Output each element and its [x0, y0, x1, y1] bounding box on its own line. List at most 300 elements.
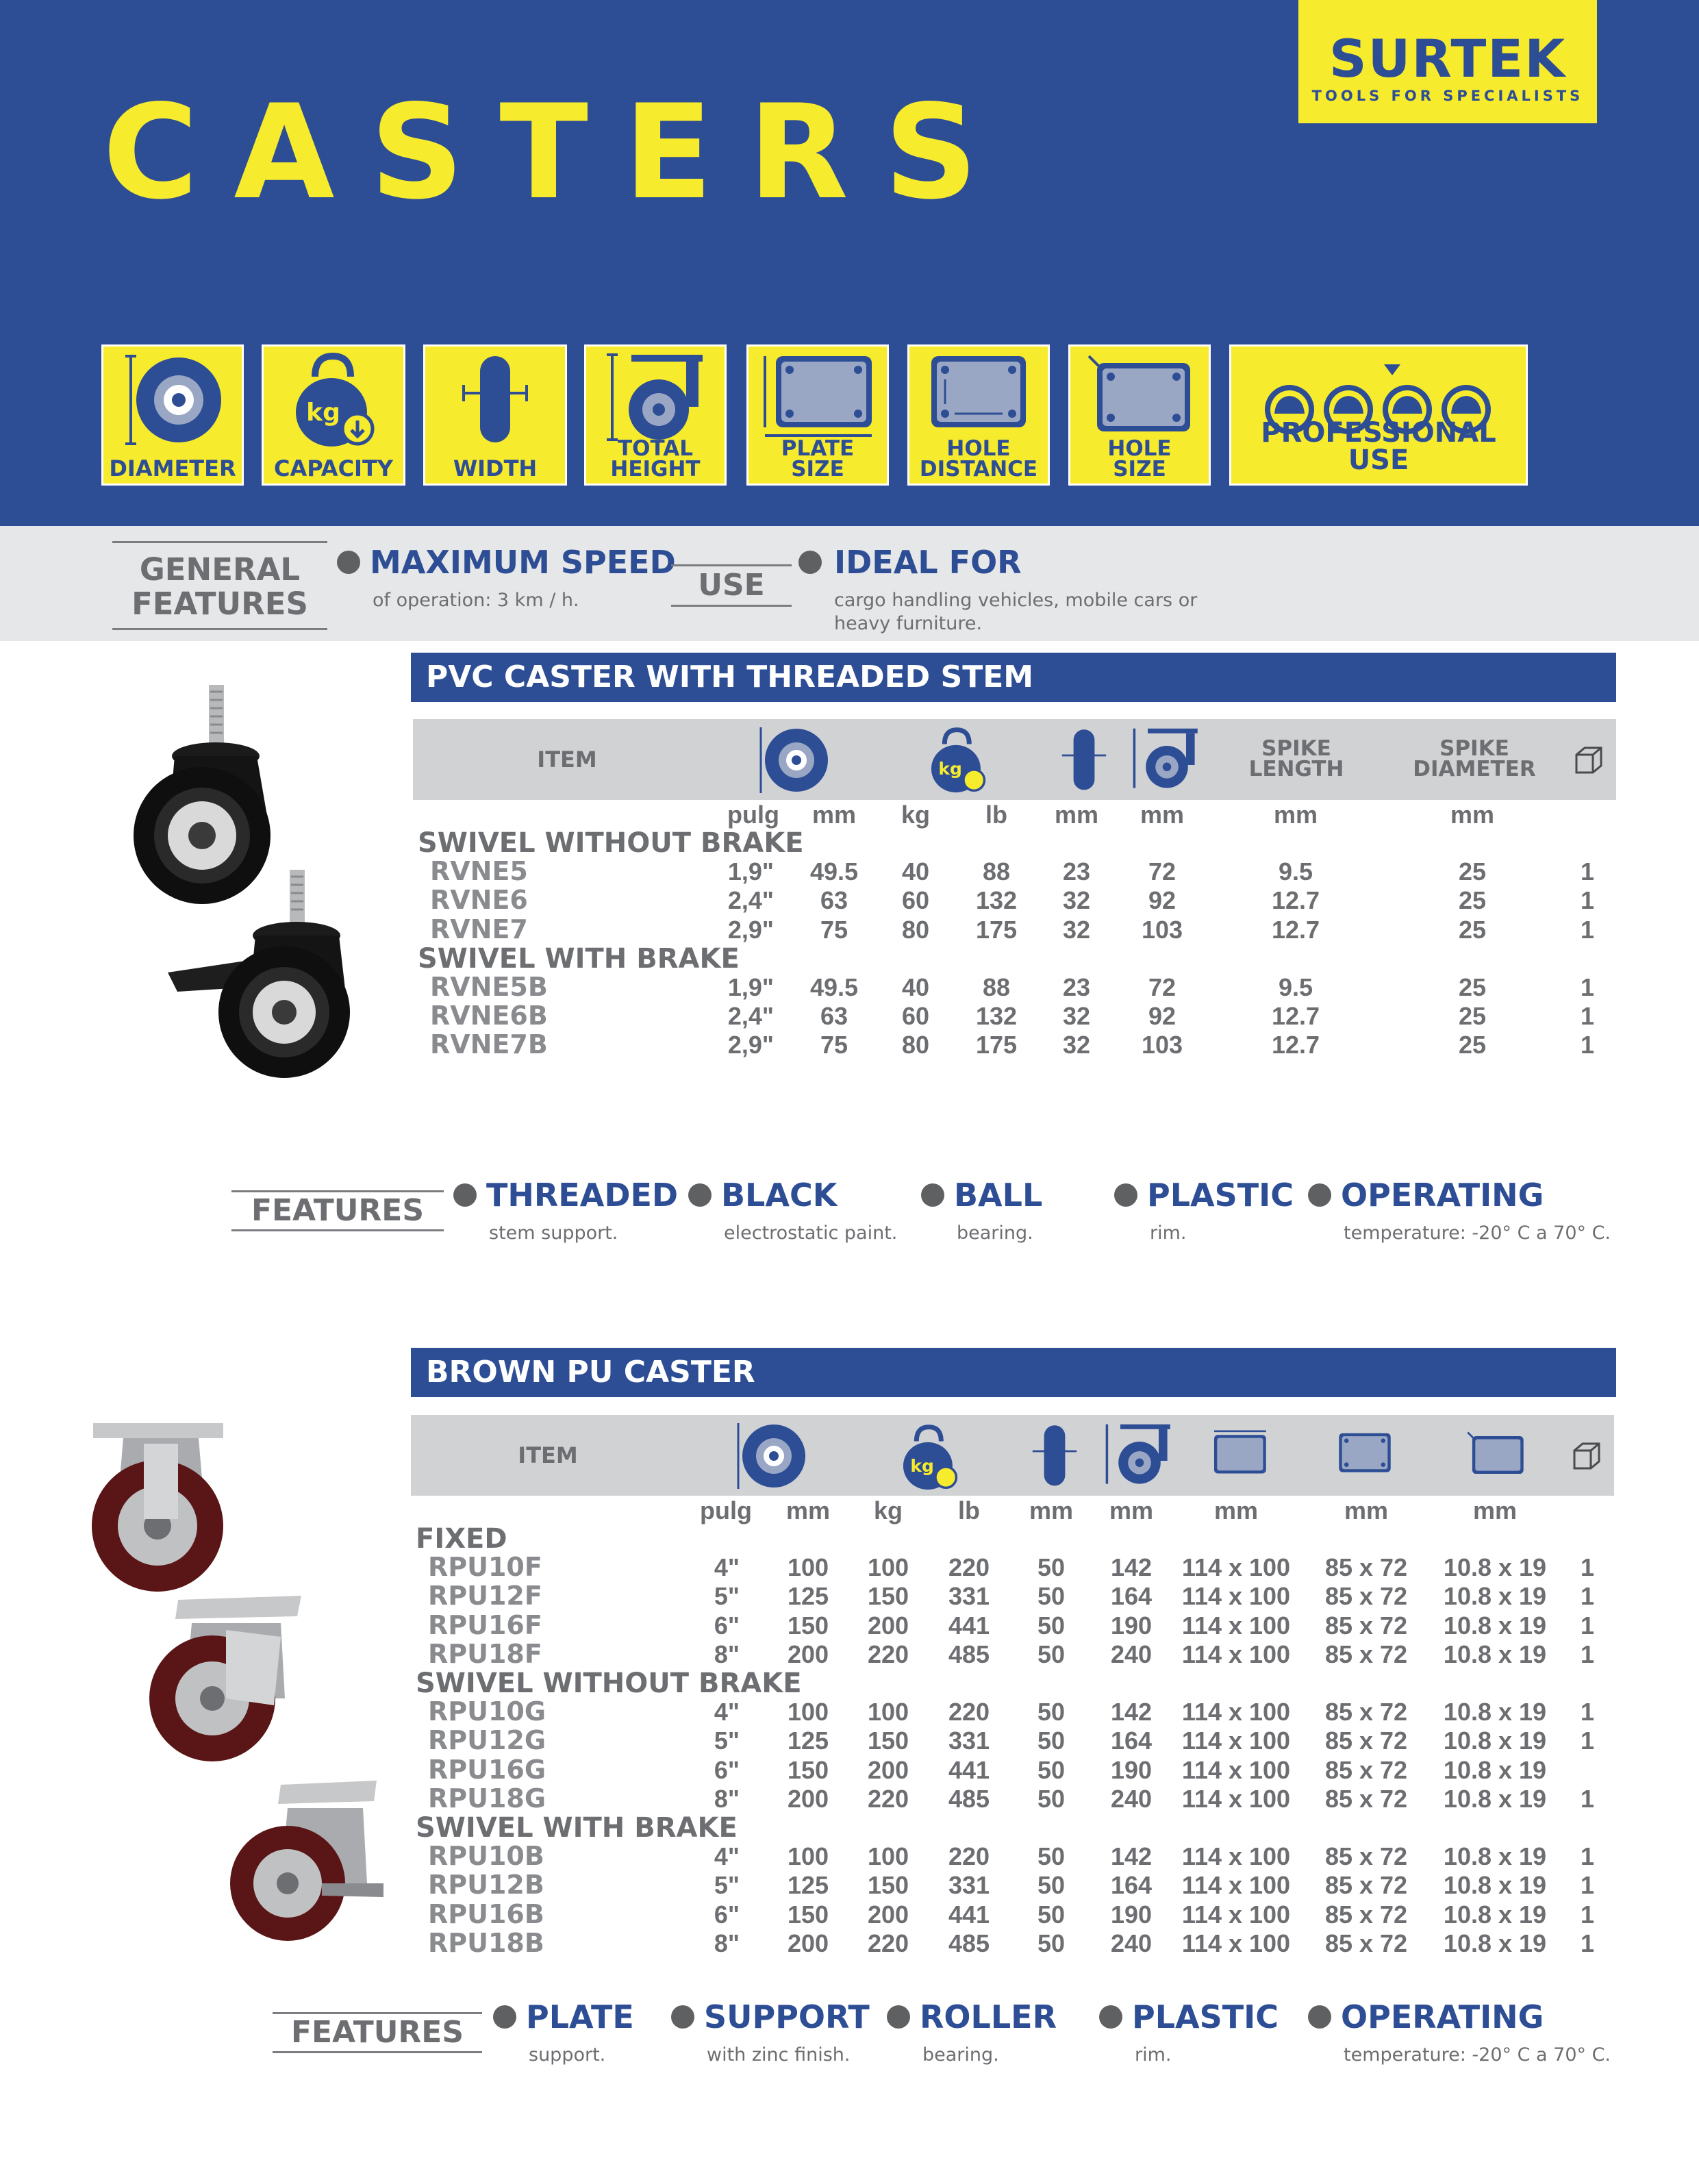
feature-sub: rim.	[1150, 1222, 1187, 1244]
diameter-in-cell: 8"	[714, 1640, 740, 1668]
quantity-cell: 1	[1580, 915, 1595, 944]
diameter-in-cell: 2,4"	[727, 886, 774, 915]
pu-section-title: BROWN PU CASTER	[411, 1348, 1616, 1397]
feature-head: SUPPORT	[704, 1998, 870, 2035]
diameter-mm-cell: 100	[787, 1842, 829, 1871]
pu-swivel-caster-photo	[144, 1596, 308, 1767]
height-cell: 103	[1141, 1031, 1183, 1059]
header-line1: SPIKE	[1439, 736, 1509, 761]
hole-size-cell: 10.8 x 19	[1443, 1582, 1547, 1611]
hole-size-cell: 10.8 x 19	[1443, 1755, 1547, 1784]
plate-size-cell: 114 x 100	[1181, 1553, 1291, 1582]
legend-label-line1: PLATE	[781, 436, 855, 461]
unit-label: mm	[1140, 801, 1185, 829]
diameter-in-cell: 6"	[714, 1755, 740, 1784]
width-cell: 50	[1037, 1698, 1066, 1727]
capacity-kg-cell: 150	[867, 1582, 909, 1611]
diameter-in-cell: 6"	[714, 1611, 740, 1640]
pu-brake-caster-photo	[226, 1781, 390, 1945]
capacity-kg-cell: 200	[867, 1611, 909, 1640]
capacity-lb-cell: 331	[948, 1727, 990, 1755]
spike-length-cell: 9.5	[1278, 857, 1313, 886]
quantity-cell: 1	[1580, 1842, 1595, 1871]
spike-diameter-cell: 25	[1458, 857, 1487, 886]
height-cell: 164	[1110, 1727, 1153, 1755]
spike-length-cell: 9.5	[1278, 973, 1313, 1001]
pvc-table-header	[413, 719, 1616, 800]
unit-label: kg	[901, 801, 931, 829]
height-cell: 164	[1110, 1582, 1153, 1611]
capacity-icon	[927, 726, 988, 794]
capacity-lb-cell: 441	[948, 1900, 990, 1929]
width-icon	[1060, 726, 1108, 794]
diameter-mm-cell: 200	[787, 1640, 829, 1668]
legend-label-line2: HEIGHT	[610, 457, 701, 481]
pvc-caster-brake-photo	[168, 870, 373, 1082]
diameter-mm-cell: 49.5	[809, 857, 859, 886]
hole-distance-icon	[927, 352, 1030, 441]
item-code: RVNE5	[430, 856, 528, 887]
group-heading: FIXED	[416, 1523, 507, 1555]
capacity-kg-cell: 200	[867, 1755, 909, 1784]
legend-label-line2: SIZE	[791, 457, 844, 481]
general-features-band	[0, 526, 1699, 641]
hole-distance-cell: 85 x 72	[1324, 1553, 1408, 1582]
spike-diameter-cell: 25	[1458, 1031, 1487, 1059]
unit-label: mm	[1029, 1496, 1074, 1524]
diameter-in-cell: 2,4"	[727, 1002, 774, 1031]
legend-label-line1: HOLE	[946, 436, 1011, 461]
spike-diameter-header	[1385, 738, 1563, 779]
plate-size-cell: 114 x 100	[1181, 1871, 1291, 1900]
feature-head: BALL	[954, 1177, 1043, 1214]
diameter-mm-cell: 150	[787, 1900, 829, 1929]
spike-length-cell: 12.7	[1271, 886, 1320, 915]
legend-label-line1: TOTAL	[618, 436, 693, 461]
use-label: USE	[671, 564, 792, 607]
hole-distance-cell: 85 x 72	[1324, 1842, 1408, 1871]
bullet-dot	[921, 1183, 944, 1207]
legend-label-line2: SIZE	[1113, 457, 1166, 481]
hole-distance-cell: 85 x 72	[1324, 1727, 1408, 1755]
capacity-kg-cell: 40	[901, 973, 930, 1001]
unit-label: mm	[1213, 1496, 1259, 1524]
quantity-cell: 1	[1580, 1640, 1595, 1668]
diameter-in-cell: 8"	[714, 1929, 740, 1957]
general-label-line1: GENERAL	[139, 551, 301, 588]
quantity-cell: 1	[1580, 973, 1595, 1001]
item-code: RPU18F	[428, 1638, 542, 1669]
unit-label: mm	[785, 1496, 831, 1524]
pu-fixed-caster-photo	[89, 1423, 226, 1608]
item-code: RPU18G	[428, 1783, 546, 1813]
header-line2: LENGTH	[1248, 757, 1344, 781]
unit-label: lb	[985, 801, 1007, 829]
capacity-lb-cell: 132	[975, 886, 1018, 915]
hole-size-cell: 10.8 x 19	[1443, 1640, 1547, 1668]
feature-sub: temperature: -20° C a 70° C.	[1344, 1222, 1611, 1244]
width-cell: 23	[1062, 857, 1091, 886]
diameter-mm-cell: 75	[820, 1031, 848, 1059]
diameter-in-cell: 5"	[714, 1582, 740, 1611]
legend-label	[748, 438, 887, 479]
feature-sub: bearing.	[922, 2044, 999, 2066]
hole-size-cell: 10.8 x 19	[1443, 1929, 1547, 1957]
bullet-dot	[1099, 2005, 1122, 2029]
feature-sub: with zinc finish.	[707, 2044, 851, 2066]
legend-width	[423, 344, 567, 486]
hole-size-cell: 10.8 x 19	[1443, 1900, 1547, 1929]
unit-label: pulg	[700, 1496, 752, 1524]
item-code: RVNE5B	[430, 972, 548, 1002]
quantity-cell: 1	[1580, 1727, 1595, 1755]
hole-size-cell: 10.8 x 19	[1443, 1553, 1547, 1582]
hole-size-cell: 10.8 x 19	[1443, 1698, 1547, 1727]
capacity-lb-cell: 220	[948, 1842, 990, 1871]
capacity-lb-cell: 175	[975, 1031, 1018, 1059]
plate-size-cell: 114 x 100	[1181, 1842, 1291, 1871]
hole-distance-cell: 85 x 72	[1324, 1755, 1408, 1784]
plate-size-cell: 114 x 100	[1181, 1900, 1291, 1929]
item-code: RPU12F	[428, 1581, 542, 1611]
capacity-kg-cell: 40	[901, 857, 930, 886]
unit-label: mm	[1054, 801, 1099, 829]
legend-hole-size	[1068, 344, 1211, 486]
brand-tagline: TOOLS FOR SPECIALISTS	[1311, 88, 1584, 104]
quantity-cell: 1	[1580, 1553, 1595, 1582]
plate-size-cell: 114 x 100	[1181, 1929, 1291, 1957]
plate-size-cell: 114 x 100	[1181, 1582, 1291, 1611]
item-code: RVNE6	[430, 885, 528, 916]
unit-label: mm	[1450, 801, 1495, 829]
feature-head: ROLLER	[920, 1998, 1057, 2035]
item-code: RPU12G	[428, 1725, 546, 1756]
hole-distance-icon	[1337, 1430, 1393, 1481]
legend-label: PROFESSIONAL USE	[1261, 417, 1496, 476]
capacity-lb-cell: 132	[975, 1002, 1018, 1031]
item-code: RPU16B	[428, 1898, 544, 1929]
width-cell: 50	[1037, 1553, 1066, 1582]
diameter-in-cell: 5"	[714, 1871, 740, 1900]
height-cell: 240	[1110, 1640, 1153, 1668]
width-cell: 50	[1037, 1871, 1066, 1900]
capacity-lb-cell: 485	[948, 1784, 990, 1813]
diameter-in-cell: 8"	[714, 1784, 740, 1813]
item-code: RPU16F	[428, 1609, 542, 1640]
capacity-lb-cell: 88	[982, 857, 1011, 886]
height-cell: 190	[1110, 1755, 1153, 1784]
bullet-dot	[493, 2005, 516, 2029]
hole-size-cell: 10.8 x 19	[1443, 1611, 1547, 1640]
quantity-cell: 1	[1580, 1031, 1595, 1059]
capacity-lb-cell: 88	[982, 973, 1011, 1001]
pu-table-header	[411, 1415, 1614, 1496]
hole-distance-cell: 85 x 72	[1324, 1698, 1408, 1727]
feature-sub: bearing.	[957, 1222, 1033, 1244]
hole-distance-cell: 85 x 72	[1324, 1611, 1408, 1640]
hole-size-icon	[1085, 352, 1194, 441]
height-cell: 103	[1141, 915, 1183, 944]
item-header: ITEM	[537, 746, 597, 773]
diameter-icon	[733, 1422, 808, 1490]
spike-length-cell: 12.7	[1271, 915, 1320, 944]
unit-label: kg	[873, 1496, 903, 1524]
item-code: RPU16G	[428, 1754, 546, 1785]
feature-head: BLACK	[721, 1177, 838, 1214]
capacity-lb-cell: 441	[948, 1611, 990, 1640]
capacity-lb-cell: 441	[948, 1755, 990, 1784]
diameter-mm-cell: 100	[787, 1698, 829, 1727]
quantity-cell: 1	[1580, 1871, 1595, 1900]
height-cell: 92	[1148, 886, 1176, 915]
brand-name: SURTEK	[1329, 28, 1567, 89]
hole-distance-cell: 85 x 72	[1324, 1582, 1408, 1611]
diameter-mm-cell: 150	[787, 1611, 829, 1640]
svg-text:kg: kg	[306, 399, 340, 427]
feature-sub	[834, 589, 1197, 636]
width-cell: 50	[1037, 1842, 1066, 1871]
capacity-lb-cell: 175	[975, 915, 1018, 944]
unit-label: pulg	[727, 801, 779, 829]
width-cell: 50	[1037, 1755, 1066, 1784]
spike-length-header	[1214, 738, 1379, 779]
height-cell: 240	[1110, 1929, 1153, 1957]
plate-size-icon	[1205, 1430, 1268, 1481]
total-height-icon	[1101, 1422, 1173, 1490]
plate-size-cell: 114 x 100	[1181, 1698, 1291, 1727]
feature-head: OPERATING	[1341, 1177, 1544, 1214]
diameter-mm-cell: 125	[787, 1727, 829, 1755]
group-heading: SWIVEL WITH BRAKE	[416, 1812, 738, 1844]
width-icon	[461, 352, 529, 448]
item-code: RPU10B	[428, 1841, 544, 1872]
bullet-dot	[671, 2005, 694, 2029]
group-heading: SWIVEL WITH BRAKE	[418, 942, 740, 975]
spike-length-cell: 12.7	[1271, 1002, 1320, 1031]
diameter-mm-cell: 125	[787, 1871, 829, 1900]
general-features-label	[112, 541, 327, 630]
spike-length-cell: 12.7	[1271, 1031, 1320, 1059]
total-height-icon	[604, 352, 707, 448]
capacity-icon	[289, 352, 378, 448]
hole-size-cell: 10.8 x 19	[1443, 1727, 1547, 1755]
item-header: ITEM	[518, 1442, 578, 1468]
box-quantity-icon	[1572, 1441, 1602, 1471]
legend-plate-size	[746, 344, 889, 486]
capacity-lb-cell: 220	[948, 1698, 990, 1727]
capacity-lb-cell: 331	[948, 1871, 990, 1900]
capacity-lb-cell: 331	[948, 1582, 990, 1611]
diameter-in-cell: 6"	[714, 1900, 740, 1929]
feature-head: PLATE	[526, 1998, 634, 2035]
legend-professional-use	[1229, 344, 1528, 486]
plate-size-cell: 114 x 100	[1181, 1727, 1291, 1755]
feature-sub: temperature: -20° C a 70° C.	[1344, 2044, 1611, 2066]
unit-label: mm	[1472, 1496, 1518, 1524]
header-line2: DIAMETER	[1413, 757, 1536, 781]
pvc-features-label: FEATURES	[231, 1190, 444, 1231]
legend-diameter	[101, 344, 244, 486]
capacity-kg-cell: 200	[867, 1900, 909, 1929]
item-code: RPU10G	[428, 1696, 546, 1727]
height-cell: 142	[1110, 1553, 1153, 1582]
plate-size-cell: 114 x 100	[1181, 1640, 1291, 1668]
hole-distance-cell: 85 x 72	[1324, 1900, 1408, 1929]
capacity-kg-cell: 220	[867, 1929, 909, 1957]
quantity-cell: 1	[1580, 1929, 1595, 1957]
feature-sub: rim.	[1135, 2044, 1172, 2066]
bullet-dot	[1308, 1183, 1331, 1207]
diameter-in-cell: 4"	[714, 1698, 740, 1727]
legend-label	[909, 438, 1048, 479]
legend-label	[1070, 438, 1209, 479]
pu-features-label: FEATURES	[273, 2012, 482, 2053]
legend-hole-distance	[907, 344, 1050, 486]
width-cell: 50	[1037, 1929, 1066, 1957]
width-cell: 50	[1037, 1900, 1066, 1929]
feature-head: IDEAL FOR	[834, 544, 1022, 581]
height-cell: 142	[1110, 1698, 1153, 1727]
spike-diameter-cell: 25	[1458, 915, 1487, 944]
diameter-in-cell: 2,9"	[727, 1031, 774, 1059]
diameter-mm-cell: 200	[787, 1784, 829, 1813]
plate-size-cell: 114 x 100	[1181, 1611, 1291, 1640]
diameter-in-cell: 4"	[714, 1842, 740, 1871]
legend-total-height	[584, 344, 727, 486]
bullet-dot	[1114, 1183, 1137, 1207]
feature-sub: electrostatic paint.	[724, 1222, 898, 1244]
group-heading: SWIVEL WITHOUT BRAKE	[416, 1668, 802, 1699]
unit-label: lb	[958, 1496, 980, 1524]
feature-sub-line2: heavy furniture.	[834, 613, 983, 634]
width-cell: 32	[1062, 886, 1091, 915]
unit-label: mm	[811, 801, 857, 829]
svg-text:kg: kg	[910, 1455, 934, 1476]
diameter-mm-cell: 100	[787, 1553, 829, 1582]
header-line1: SPIKE	[1261, 736, 1331, 761]
legend-label: CAPACITY	[274, 455, 393, 481]
capacity-kg-cell: 60	[901, 1002, 930, 1031]
capacity-kg-cell: 100	[867, 1698, 909, 1727]
diameter-mm-cell: 200	[787, 1929, 829, 1957]
width-cell: 50	[1037, 1611, 1066, 1640]
width-cell: 50	[1037, 1582, 1066, 1611]
capacity-kg-cell: 150	[867, 1727, 909, 1755]
hole-distance-cell: 85 x 72	[1324, 1640, 1408, 1668]
capacity-lb-cell: 485	[948, 1640, 990, 1668]
capacity-kg-cell: 80	[901, 915, 930, 944]
item-code: RPU10F	[428, 1552, 542, 1583]
diameter-mm-cell: 49.5	[809, 973, 859, 1001]
capacity-kg-cell: 100	[867, 1553, 909, 1582]
item-code: RVNE7B	[430, 1029, 548, 1060]
capacity-kg-cell: 80	[901, 1031, 930, 1059]
diameter-mm-cell: 63	[820, 1002, 848, 1031]
legend-label-line2: DISTANCE	[919, 457, 1038, 481]
width-icon	[1031, 1422, 1079, 1490]
capacity-kg-cell: 60	[901, 886, 930, 915]
page-title: CASTERS	[103, 77, 1014, 228]
hole-distance-cell: 85 x 72	[1324, 1929, 1408, 1957]
quantity-cell: 1	[1580, 1611, 1595, 1640]
hole-size-cell: 10.8 x 19	[1443, 1784, 1547, 1813]
diameter-icon	[121, 352, 224, 448]
diameter-in-cell: 5"	[714, 1727, 740, 1755]
group-heading: SWIVEL WITHOUT BRAKE	[418, 827, 804, 859]
bullet-dot	[688, 1183, 712, 1207]
legend-label: DIAMETER	[109, 455, 236, 481]
capacity-kg-cell: 100	[867, 1842, 909, 1871]
width-cell: 50	[1037, 1784, 1066, 1813]
width-cell: 23	[1062, 973, 1091, 1001]
capacity-kg-cell: 220	[867, 1784, 909, 1813]
feature-sub-line1: cargo handling vehicles, mobile cars or	[834, 590, 1198, 611]
bullet-dot	[337, 551, 360, 574]
hole-size-icon	[1465, 1429, 1526, 1481]
quantity-cell: 1	[1580, 1582, 1595, 1611]
quantity-cell: 1	[1580, 1698, 1595, 1727]
height-cell: 142	[1110, 1842, 1153, 1871]
bullet-dot	[1308, 2005, 1331, 2029]
unit-label: mm	[1273, 801, 1318, 829]
spike-diameter-cell: 25	[1458, 886, 1487, 915]
hole-distance-cell: 85 x 72	[1324, 1871, 1408, 1900]
capacity-kg-cell: 150	[867, 1871, 909, 1900]
diameter-in-cell: 1,9"	[727, 857, 774, 886]
width-cell: 50	[1037, 1640, 1066, 1668]
legend-label	[586, 438, 725, 479]
bullet-dot	[798, 551, 822, 574]
height-cell: 72	[1148, 857, 1176, 886]
item-code: RPU12B	[428, 1870, 544, 1900]
feature-head: PLASTIC	[1147, 1177, 1294, 1214]
diameter-in-cell: 2,9"	[727, 915, 774, 944]
item-code: RPU18B	[428, 1927, 544, 1958]
quantity-cell: 1	[1580, 1900, 1595, 1929]
plate-size-icon	[759, 352, 876, 441]
capacity-kg-cell: 220	[867, 1640, 909, 1668]
quantity-cell: 1	[1580, 857, 1595, 886]
hole-distance-cell: 85 x 72	[1324, 1784, 1408, 1813]
legend-capacity	[262, 344, 405, 486]
width-cell: 32	[1062, 1002, 1091, 1031]
bullet-dot	[887, 2005, 910, 2029]
height-cell: 190	[1110, 1611, 1153, 1640]
feature-head: OPERATING	[1341, 1998, 1544, 2035]
brand-logo	[1298, 0, 1597, 123]
unit-label: mm	[1344, 1496, 1389, 1524]
quantity-cell: 1	[1580, 1002, 1595, 1031]
hole-size-cell: 10.8 x 19	[1443, 1842, 1547, 1871]
width-cell: 32	[1062, 915, 1091, 944]
height-cell: 72	[1148, 973, 1176, 1001]
feature-head: THREADED	[486, 1177, 679, 1214]
feature-sub: of operation: 3 km / h.	[373, 590, 579, 611]
diameter-in-cell: 1,9"	[727, 973, 774, 1001]
total-height-icon	[1129, 726, 1200, 794]
height-cell: 190	[1110, 1900, 1153, 1929]
box-quantity-icon	[1574, 745, 1604, 775]
pvc-section-title: PVC CASTER WITH THREADED STEM	[411, 653, 1616, 702]
feature-sub: support.	[529, 2044, 606, 2066]
diameter-mm-cell: 63	[820, 886, 848, 915]
quantity-cell: 1	[1580, 1784, 1595, 1813]
plate-size-cell: 114 x 100	[1181, 1784, 1291, 1813]
height-cell: 92	[1148, 1002, 1176, 1031]
hole-size-cell: 10.8 x 19	[1443, 1871, 1547, 1900]
diameter-mm-cell: 150	[787, 1755, 829, 1784]
feature-head: MAXIMUM SPEED	[370, 544, 676, 581]
